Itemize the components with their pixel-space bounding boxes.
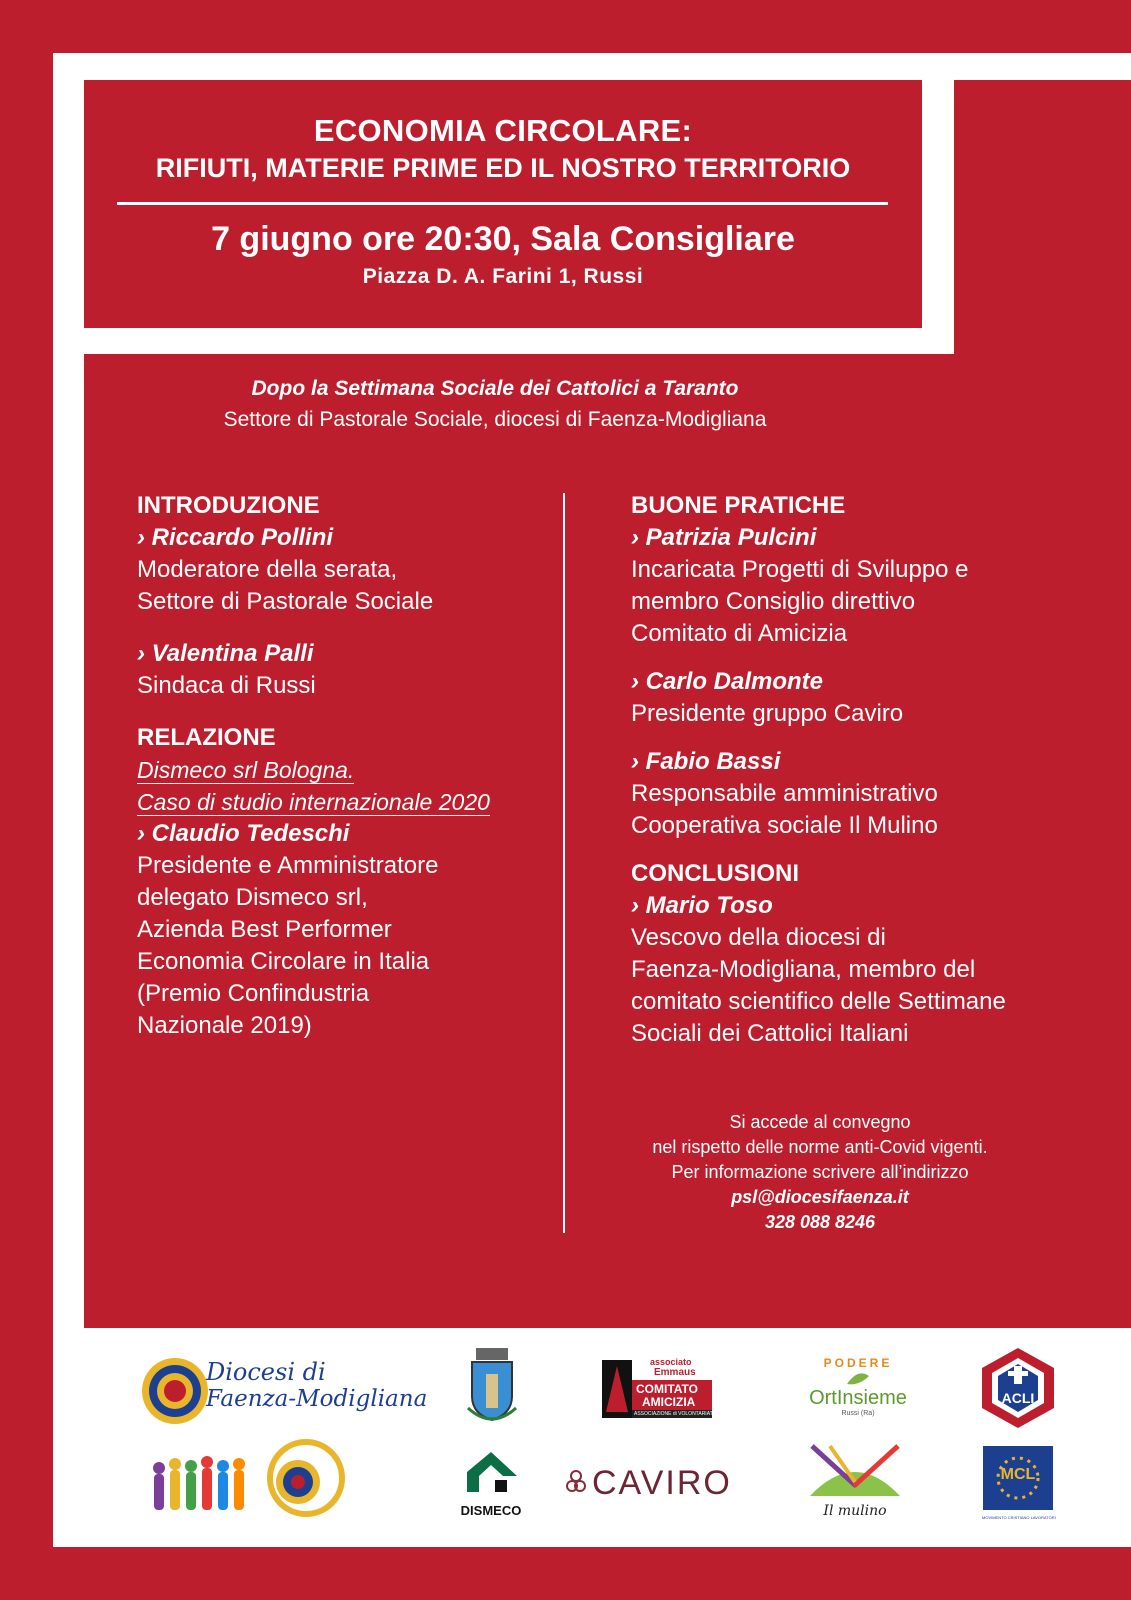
grape-icon [564,1464,588,1504]
dismeco-label: DISMECO [460,1503,522,1518]
speaker-name: › Patrizia Pulcini [631,524,817,551]
info-line: Si accede al convegno [729,1112,911,1132]
contact-phone[interactable]: 328 088 8246 [764,1212,876,1232]
header-frame-bottom [84,328,954,354]
speaker-name: › Fabio Bassi [631,748,781,775]
column-divider [563,493,565,1233]
community-logo [148,1438,348,1518]
header-divider [117,202,888,205]
event-date: 7 giugno ore 20:30, Sala Consigliare [211,220,795,258]
mcl-logo [982,1446,1054,1522]
speaker-role: Incaricata Progetti di Sviluppo e membro Consiglio direttivo Comitato di Amicizia [631,556,969,647]
speaker-role: Presidente e Amministratore delegato Dismeco srl, Azienda Best Performer Economia Circolare in Italia (Premio Confindustria Nazionale 2019) [137,852,439,1039]
mulino-label: Il mulino [823,1503,887,1519]
intro-subtitle: Dopo la Settimana Sociale dei Cattolici a Taranto [251,377,739,400]
case-study-line-1: Dismeco srl Bologna. [137,757,355,783]
section-heading-relazione: RELAZIONE [137,724,276,751]
crest-icon [464,1348,520,1428]
info-line: nel rispetto delle norme anti-Covid vigenti. [652,1137,988,1157]
section-heading-buone-pratiche: BUONE PRATICHE [631,492,846,519]
header-box [84,80,922,328]
access-info [620,1110,1020,1235]
comitato-amicizia-logo [602,1354,717,1424]
contact-email[interactable]: psl@diocesifaenza.it [731,1187,909,1207]
speaker-role: Sindaca di Russi [137,672,316,699]
acli-logo [980,1346,1056,1430]
acli-label: ACLI [1001,1390,1035,1406]
russi-crest-logo [464,1348,520,1428]
ortinsieme-logo [798,1356,918,1424]
mulino-hill-icon [800,1442,910,1498]
podere-label: PODERE [823,1356,893,1370]
diocesi-seal-icon [140,1356,210,1426]
comitato-name: COMITATO [636,1382,698,1396]
caviro-label: CAVIRO [592,1464,732,1502]
dismeco-logo [446,1448,536,1524]
mcl-label: MCL [1000,1466,1036,1483]
emmaus-name: Emmaus [654,1367,696,1378]
il-mulino-logo [800,1442,910,1522]
speaker-name: › Carlo Dalmonte [631,668,824,695]
dismeco-mark-icon [461,1448,521,1498]
ortinsieme-location: Russi (Ra) [841,1410,875,1417]
program-right-column [631,490,1081,1050]
program-left-column [137,490,547,1042]
speaker-name: › Riccardo Pollini [137,524,334,551]
speaker-role: Moderatore della serata, Settore di Pastorale Sociale [137,556,434,615]
title-line-1: ECONOMIA CIRCOLARE: [313,113,693,148]
case-study-line-2: Caso di studio internazionale 2020 [137,789,490,815]
mcl-tagline: MOVIMENTO CRISTIANO LAVORATORI [982,1515,1056,1520]
emmaus-associato: associato [650,1357,692,1367]
section-heading-introduzione: INTRODUZIONE [137,492,320,519]
people-icon [148,1438,348,1518]
header-frame-right [922,80,954,354]
info-line: Per informazione scrivere all’indirizzo [671,1162,969,1182]
leaf-icon [845,1370,871,1386]
amicizia-name: AMICIZIA [642,1395,696,1409]
caviro-logo [564,1460,754,1510]
title-line-2: RIFIUTI, MATERIE PRIME ED IL NOSTRO TERRITORIO [155,153,851,183]
comitato-tagline: ASSOCIAZIONE di VOLONTARIATO [634,1411,717,1417]
diocesi-name-1: Diocesi di [206,1358,326,1386]
intro-organizer: Settore di Pastorale Sociale, diocesi di Faenza-Modigliana [223,408,767,431]
ortinsieme-name: OrtInsieme [809,1387,907,1409]
sponsor-logos [84,1328,1131,1547]
speaker-name: › Mario Toso [631,892,773,919]
speaker-role: Vescovo della diocesi di Faenza-Modigliana, membro del comitato scientifico delle Settimane Sociali dei Cattolici Italiani [631,924,1006,1047]
diocesi-name-2: Faenza-Modigliana [206,1386,428,1412]
acli-hexagon-icon [980,1346,1056,1430]
section-heading-conclusioni: CONCLUSIONI [631,860,799,887]
speaker-role: Responsabile amministrativo Cooperativa sociale Il Mulino [631,780,938,839]
speaker-name: › Valentina Palli [137,640,314,667]
speaker-role: Presidente gruppo Caviro [631,700,904,727]
diocesi-logo [140,1356,440,1426]
event-address: Piazza D. A. Farini 1, Russi [362,265,644,288]
speaker-name: › Claudio Tedeschi [137,820,350,847]
